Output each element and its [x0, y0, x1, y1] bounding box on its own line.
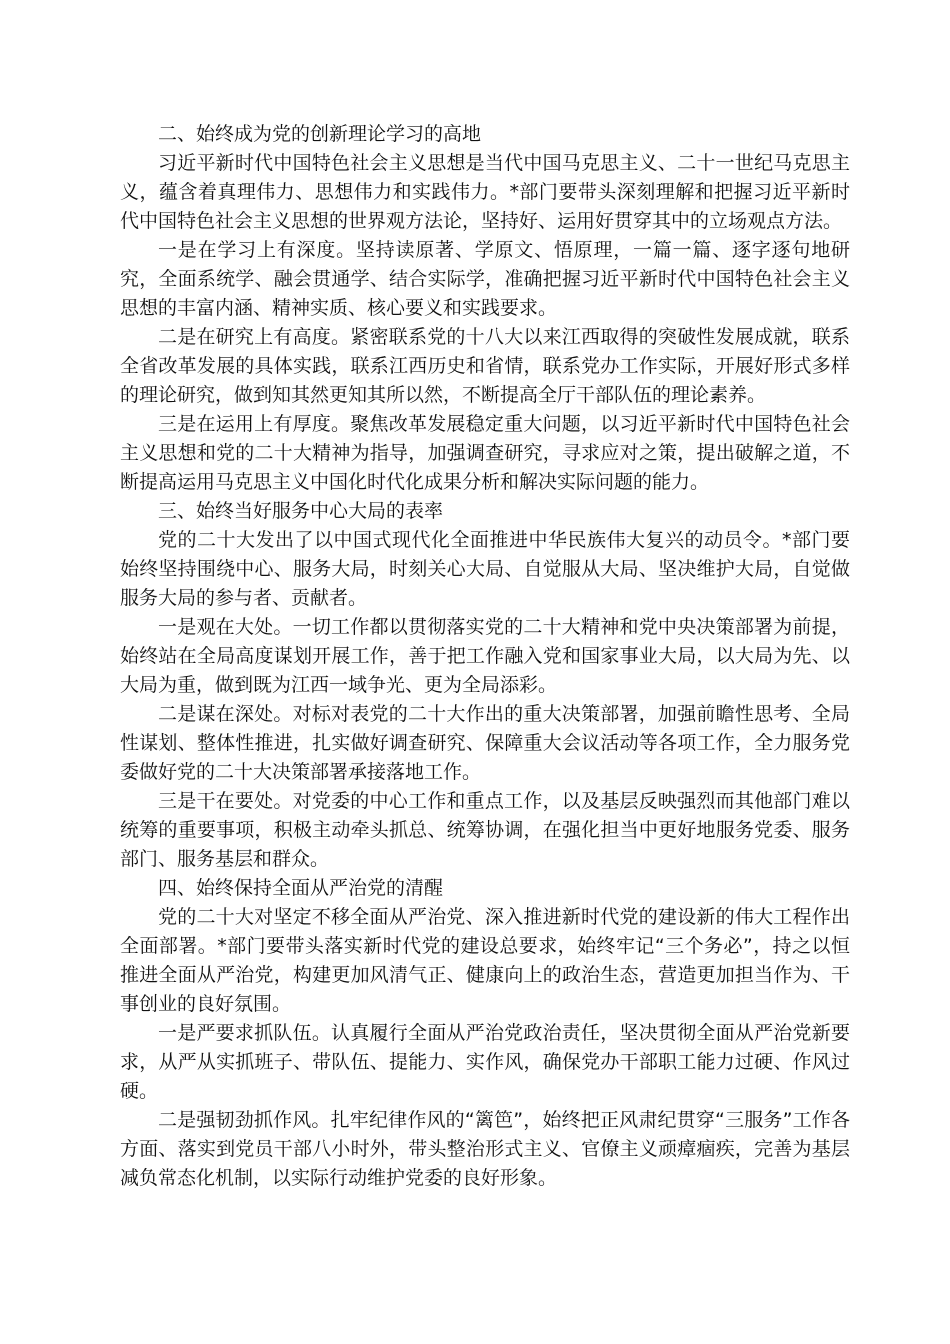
section-heading: 二、始终成为党的创新理论学习的高地: [158, 123, 482, 145]
section-heading: 四、始终保持全面从严治党的清醒: [158, 877, 444, 899]
paragraph: 二是强韧劲抓作风。扎牢纪律作风的“篱笆”，始终把正风肃纪贯穿“三服务”工作各方面、落实到党员干部八小时外，带头整治形式主义、官僚主义顽瘴痼疾，完善为基层减负常态化机制，以实际行动维护党委的良好形象。: [120, 1109, 850, 1189]
document-body: [120, 120, 850, 1193]
paragraph: 习近平新时代中国特色社会主义思想是当代中国马克思主义、二十一世纪马克思主义，蕴含着真理伟力、思想伟力和实践伟力。*部门要带头深刻理解和把握习近平新时代中国特色社会主义思想的世界观方法论，坚持好、运用好贯穿其中的立场观点方法。: [120, 152, 850, 232]
paragraph: 二是在研究上有高度。紧密联系党的十八大以来江西取得的突破性发展成就，联系全省改革发展的具体实践，联系江西历史和省情，联系党办工作实际，开展好形式多样的理论研究，做到知其然更知其所以然，不断提高全厅干部队伍的理论素养。: [120, 326, 850, 406]
paragraph: 二是谋在深处。对标对表党的二十大作出的重大决策部署，加强前瞻性思考、全局性谋划、整体性推进，扎实做好调查研究、保障重大会议活动等各项工作，全力服务党委做好党的二十大决策部署承接落地工作。: [120, 703, 850, 783]
paragraph: 一是严要求抓队伍。认真履行全面从严治党政治责任，坚决贯彻全面从严治党新要求，从严从实抓班子、带队伍、提能力、实作风，确保党办干部职工能力过硬、作风过硬。: [120, 1022, 850, 1102]
paragraph: 党的二十大发出了以中国式现代化全面推进中华民族伟大复兴的动员令。*部门要始终坚持围绕中心、服务大局，时刻关心大局、自觉服从大局、坚决维护大局，自觉做服务大局的参与者、贡献者。: [120, 529, 850, 609]
paragraph: 党的二十大对坚定不移全面从严治党、深入推进新时代党的建设新的伟大工程作出全面部署。*部门要带头落实新时代党的建设总要求，始终牢记“三个务必”，持之以恒推进全面从严治党，构建更加风清气正、健康向上的政治生态，营造更加担当作为、干事创业的良好氛围。: [120, 906, 850, 1015]
section-heading: 三、始终当好服务中心大局的表率: [158, 500, 444, 522]
paragraph: 一是观在大处。一切工作都以贯彻落实党的二十大精神和党中央决策部署为前提，始终站在全局高度谋划开展工作，善于把工作融入党和国家事业大局，以大局为先、以大局为重，做到既为江西一域争光、更为全局添彩。: [120, 616, 850, 696]
paragraph: 三是干在要处。对党委的中心工作和重点工作，以及基层反映强烈而其他部门难以统筹的重要事项，积极主动牵头抓总、统筹协调，在强化担当中更好地服务党委、服务部门、服务基层和群众。: [120, 790, 850, 870]
paragraph: 一是在学习上有深度。坚持读原著、学原文、悟原理，一篇一篇、逐字逐句地研究，全面系统学、融会贯通学、结合实际学，准确把握习近平新时代中国特色社会主义思想的丰富内涵、精神实质、核心要义和实践要求。: [120, 239, 850, 319]
paragraph: 三是在运用上有厚度。聚焦改革发展稳定重大问题，以习近平新时代中国特色社会主义思想和党的二十大精神为指导，加强调查研究，寻求应对之策，提出破解之道，不断提高运用马克思主义中国化时代化成果分析和解决实际问题的能力。: [120, 413, 850, 493]
